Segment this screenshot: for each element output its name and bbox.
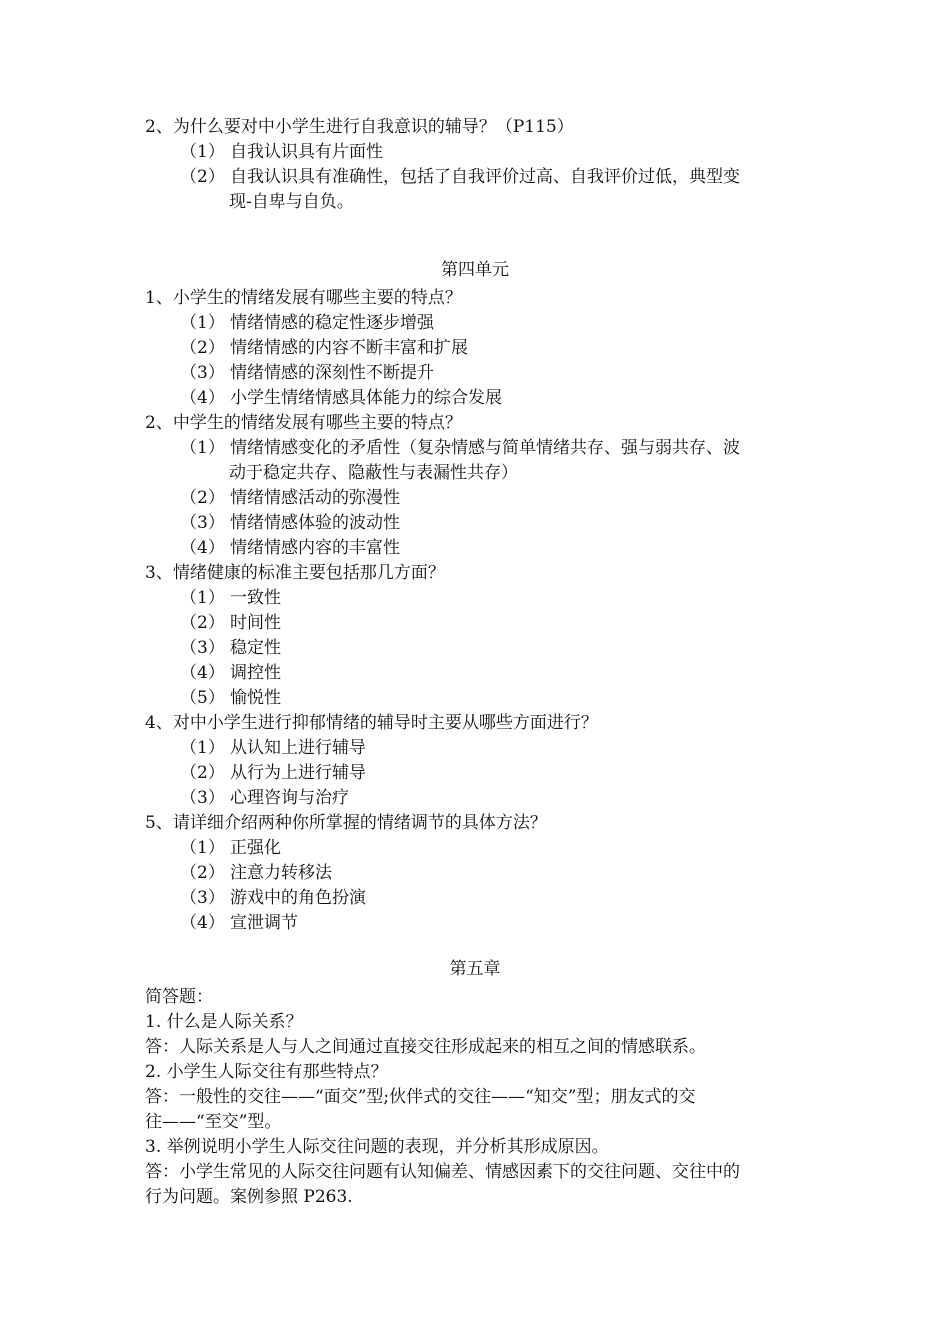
unit4-question-4: 4、对中小学生进行抑郁情绪的辅导时主要从哪些方面进行？ bbox=[145, 713, 598, 733]
chapter5-answer-3: 答：小学生常见的人际交往问题有认知偏差、情感因素下的交往问题、交往中的 bbox=[145, 1162, 740, 1182]
item-text: 情绪情感内容的丰富性 bbox=[230, 538, 400, 558]
item-text: 时间性 bbox=[230, 613, 281, 633]
item-number: （1） bbox=[180, 438, 225, 458]
chapter5-question-3: 3. 举例说明小学生人际交往问题的表现，并分析其形成原因。 bbox=[145, 1137, 609, 1157]
item-number: （1） bbox=[180, 313, 225, 333]
item-number: （1） bbox=[180, 588, 225, 608]
item-text: 心理咨询与治疗 bbox=[230, 788, 349, 808]
item-number: （3） bbox=[180, 638, 225, 658]
item-text: 情绪情感变化的矛盾性（复杂情感与简单情绪共存、强与弱共存、波 bbox=[230, 438, 740, 458]
unit4-question-5: 5、请详细介绍两种你所掌握的情绪调节的具体方法？ bbox=[145, 813, 547, 833]
item-number: （4） bbox=[180, 538, 225, 558]
item-text: 一致性 bbox=[230, 588, 281, 608]
item-text: 情绪情感体验的波动性 bbox=[230, 513, 400, 533]
chapter5-answer-3-cont: 行为问题。案例参照 P263. bbox=[145, 1187, 353, 1207]
item-text: 从行为上进行辅导 bbox=[230, 763, 366, 783]
chapter5-question-1: 1. 什么是人际关系？ bbox=[145, 1012, 303, 1032]
item-text: 从认知上进行辅导 bbox=[230, 738, 366, 758]
item-text: 宣泄调节 bbox=[230, 913, 298, 933]
item-number: （2） bbox=[180, 488, 225, 508]
item-text: 情绪情感的内容不断丰富和扩展 bbox=[230, 338, 468, 358]
item-text: 调控性 bbox=[230, 663, 281, 683]
chapter5-answer-1: 答：人际关系是人与人之间通过直接交往形成起来的相互之间的情感联系。 bbox=[145, 1037, 706, 1057]
chapter5-heading: 第五章 bbox=[449, 959, 501, 979]
item-number: （2） bbox=[180, 763, 225, 783]
item-text: 正强化 bbox=[230, 838, 281, 858]
item-text: 自我认识具有准确性，包括了自我评价过高、自我评价过低，典型变 bbox=[230, 167, 740, 187]
item-number: （1） bbox=[180, 838, 225, 858]
item-text: 小学生情绪情感具体能力的综合发展 bbox=[230, 388, 502, 408]
item-number: （2） bbox=[180, 338, 225, 358]
question-self-awareness: 2、为什么要对中小学生进行自我意识的辅导？（P115） bbox=[145, 117, 574, 137]
item-number: （1） bbox=[180, 142, 225, 162]
item-text: 注意力转移法 bbox=[230, 863, 332, 883]
item-number: （4） bbox=[180, 913, 225, 933]
chapter5-answer-2-cont: 往——“至交”型。 bbox=[145, 1112, 282, 1132]
item-number: （3） bbox=[180, 513, 225, 533]
item-number: （5） bbox=[180, 688, 225, 708]
item-text-continuation: 动于稳定共存、隐蔽性与表漏性共存） bbox=[229, 463, 518, 483]
item-text: 稳定性 bbox=[230, 638, 281, 658]
short-answer-label: 简答题： bbox=[145, 987, 213, 1007]
unit4-heading: 第四单元 bbox=[441, 260, 509, 280]
chapter5-answer-2: 答：一般性的交往——“面交”型;伙伴式的交往——“知交”型；朋友式的交 bbox=[145, 1087, 696, 1107]
item-number: （2） bbox=[180, 613, 225, 633]
item-number: （3） bbox=[180, 888, 225, 908]
item-number: （4） bbox=[180, 663, 225, 683]
item-number: （4） bbox=[180, 388, 225, 408]
item-text: 情绪情感的深刻性不断提升 bbox=[230, 363, 434, 383]
item-number: （3） bbox=[180, 788, 225, 808]
item-text: 愉悦性 bbox=[230, 688, 281, 708]
unit4-question-1: 1、小学生的情绪发展有哪些主要的特点？ bbox=[145, 288, 462, 308]
unit4-question-2: 2、中学生的情绪发展有哪些主要的特点？ bbox=[145, 413, 462, 433]
item-number: （2） bbox=[180, 167, 225, 187]
unit4-question-3: 3、情绪健康的标准主要包括那几方面？ bbox=[145, 563, 445, 583]
item-text: 情绪情感的稳定性逐步增强 bbox=[230, 313, 434, 333]
item-text: 自我认识具有片面性 bbox=[230, 142, 383, 162]
chapter5-question-2: 2. 小学生人际交往有那些特点？ bbox=[145, 1062, 388, 1082]
item-number: （1） bbox=[180, 738, 225, 758]
item-text: 情绪情感活动的弥漫性 bbox=[230, 488, 400, 508]
item-number: （2） bbox=[180, 863, 225, 883]
item-text: 游戏中的角色扮演 bbox=[230, 888, 366, 908]
item-number: （3） bbox=[180, 363, 225, 383]
item-text-continuation: 现-自卑与自负。 bbox=[229, 192, 354, 212]
